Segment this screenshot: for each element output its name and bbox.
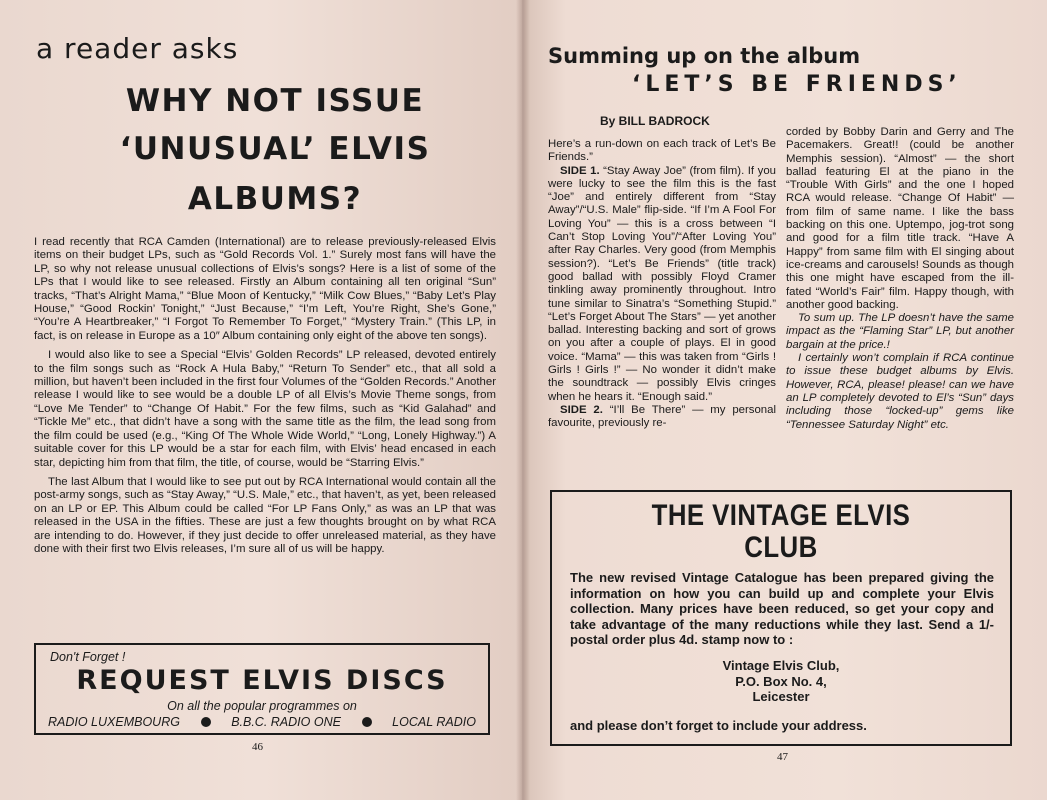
- address-line: Vintage Elvis Club,: [722, 658, 840, 673]
- article-title-line-1: Summing up on the album: [548, 44, 861, 68]
- club-headline-line-1: THE VINTAGE ELVIS: [651, 499, 911, 532]
- station-bbc-radio-one: B.B.C. RADIO ONE: [231, 715, 341, 729]
- side-1-label: SIDE 1.: [560, 164, 600, 177]
- byline: By BILL BADROCK: [600, 114, 710, 128]
- side-2: [548, 404, 776, 431]
- club-address: [552, 658, 1010, 705]
- page-number-left: 46: [252, 741, 263, 753]
- bullet-icon: [362, 717, 372, 727]
- article-title-line-2: ‘LET’S BE FRIENDS’: [632, 72, 962, 97]
- side-2-label: SIDE 2.: [560, 403, 603, 416]
- headline-line-1: WHY NOT ISSUE: [125, 83, 425, 119]
- column-b-text: corded by Bobby Darin and Gerry and The Pacemakers. Great!! (could be another Memphis session). “Almost” — the short ballad featuring El at the piano in the “Trouble With Girls” and the one I hoped RCA would release. “Change Of Habit” — from film of same name. I like the bass backing on this one. Uptempo, jog-trot song and good for a film title track. “Have A Happy” from same film with El singing about ice-creams and carousels! Sounds as though this one might have escaped from the ill-fated “World’s Fair” film. Happy though, with another good backing.: [786, 126, 1014, 311]
- column-b: [786, 126, 1014, 432]
- left-page: [0, 0, 522, 800]
- station-radio-luxembourg: RADIO LUXEMBOURG: [48, 715, 180, 729]
- page-number-right: 47: [777, 751, 788, 763]
- address-line: P.O. Box No. 4,: [735, 673, 827, 689]
- vintage-elvis-club-ad: [550, 490, 1012, 746]
- ad-headline: REQUEST ELVIS DISCS: [76, 665, 448, 696]
- summary-1: To sum up. The LP doesn’t have the same impact as the “Flaming Star” LP, but another bargain at the price.!: [786, 312, 1014, 351]
- ad-kicker: Don't Forget !: [50, 650, 126, 664]
- station-list: [48, 715, 476, 729]
- station-local-radio: LOCAL RADIO: [392, 715, 476, 729]
- side-1-text: “Stay Away Joe” (from film). If you were lucky to see the film this is the fast “Joe” and entirely different from “Stay Away”/“U.S. Male” flip-side. “If I’m A Fool For Loving You” — this is a cross between “I Can’t Stop Loving You”/“After Loving You” after Ray Charles. Very good (from Memphis session?). “Let’s Be Friends” (title track) good ballad with possibly Floyd Cramer tinkling away prominently throughout. Intro tune similar to Sinatra’s “Something Stupid.” “Let’s Forget About The Stars” — yet another ballad. Interesting backing and sort of grows on you after a couple of plays. El in good voice. “Mama” — this was taken from “Girls ! Girls ! Girls !” — No wonder it didn’t make the soundtrack — possibly Elvis cringes when he hears it. “Enough said.”: [548, 164, 776, 403]
- article-body: [34, 236, 496, 562]
- intro: Here’s a run-down on each track of Let’s Be Friends.”: [548, 138, 776, 164]
- summary-2: I certainly won’t complain if RCA continue to issue these budget albums by Elvis. However, RCA, please! please! can we have an LP completely devoted to El’s “Sun” days including those “locked-up” gems like “Tennessee Saturday Night” etc.: [786, 352, 1014, 431]
- club-headline: [584, 500, 978, 564]
- club-headline-line-2: CLUB: [744, 531, 818, 564]
- kicker: a reader asks: [36, 32, 239, 65]
- paragraph: I would also like to see a Special “Elvis’ Golden Records” LP released, devoted entirely to the film songs such as “Rock A Hula Baby,” “Return To Sender” etc., that all sold a million, but haven’t been included in the first four Volumes of the “Golden Records.” Another release I would like to see would be a double LP of all Elvis’s Movie Theme songs, from “Love Me Tender” to “Change Of Habit.” For the few films, such as “Kid Galahad” and “Tickle Me” etc., that didn’t have a song with the same title as the film, the lead song from the film could be used (e.g., “King Of The Whole Wide World,” “Long, Lonely Highway.”) A suitable cover for this LP would be a star for each film, with Elvis’ head encased in each star, depicting him from that film, the title, of course, would be “Starring Elvis.”: [34, 349, 496, 469]
- club-closing: and please don’t forget to include your address.: [570, 718, 867, 733]
- side-1: [548, 165, 776, 404]
- address-line: Leicester: [752, 689, 810, 705]
- side-2-text: “I’ll Be There” — my personal favourite, previously re-: [548, 403, 777, 430]
- bullet-icon: [201, 717, 211, 727]
- paragraph: The last Album that I would like to see put out by RCA International would contain all the post-army songs, such as “Stay Away,” “U.S. Male,” etc., that haven’t, as yet, been released on an LP or EP. This Album could be called “For LP Fans Only,” as was an LP that was released in the USA in the fifties. These are just a few thoughts brought on by what RCA are intending to do. However, if they just decide to offer unreleased material, as they have done with their first two Elvis releases, I’m sure all of us will be happy.: [34, 475, 496, 555]
- club-text: The new revised Vintage Catalogue has been prepared giving the information on how you can build up and complete your Elvis collection. Many prices have been reduced, so get your copy and take advantage of the many reductions while they last. Send a 1/- postal order plus 4d. stamp now to :: [570, 570, 994, 648]
- request-elvis-discs-ad: [34, 643, 490, 735]
- paragraph: I read recently that RCA Camden (International) are to release previously-released Elvis items on their budget LPs, such as “Gold Records Vol. 1.” Surely most fans will have the LP, so why not release unusual collections of Elvis’s songs? Here is a list of some of the LPs that I would like to see released. Firstly an Album containing all ten original “Sun” tracks, “That’s Alright Mama,” “Blue Moon of Kentucky,” “Milk Cow Blues,” “Baby Let’s Play House,” “Good Rockin’ Tonight,” “Just Because,” “I’m Left, You’re Right, She’s Gone,” “You’re A Heartbreaker,” “I Forgot To Remember To Forget,” “Mystery Train.” (This LP, in fact, is on release in Europe as a 10″ Album containing only eight of the above ten songs).: [34, 236, 496, 342]
- ad-subtitle: On all the popular programmes on: [167, 699, 357, 713]
- headline-line-2: ‘UNUSUAL’ ELVIS: [119, 131, 431, 167]
- gutter-shadow: [516, 0, 530, 800]
- headline-line-3: ALBUMS?: [187, 181, 363, 217]
- column-a: [548, 138, 776, 431]
